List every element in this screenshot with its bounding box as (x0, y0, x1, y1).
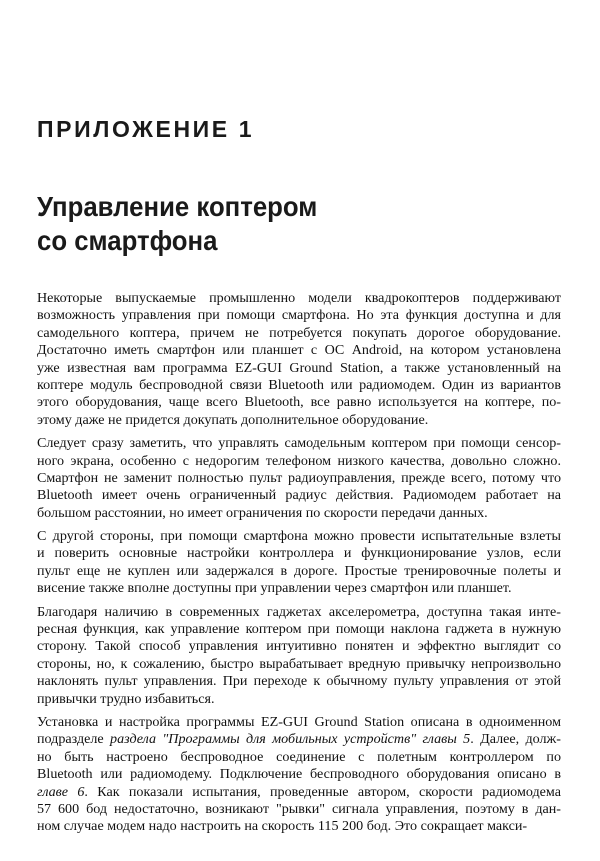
text-line (37, 360, 561, 377)
text-segment: ном случае модем надо настроить на скорость 115 200 бод. Это сокращает макси- (37, 818, 528, 835)
text-line (37, 394, 561, 411)
text-segment: подразделе (37, 731, 111, 748)
text-segment: коптере модуль беспроводной связи Bluetooth или радиомодем. Один из вариантов (37, 376, 561, 393)
text-line (37, 342, 561, 359)
text-segment: наклонять пульт управления. При переходе к обычному пульту управления от этой (37, 673, 561, 690)
text-segment: ресная функция, как управление коптером при помощи наклона гаджета в нужную (37, 621, 561, 638)
text-segment: Некоторые выпускаемые промышленно модели квадрокоптеров поддерживают (37, 290, 561, 306)
text-segment: Достаточно иметь смартфон или планшет с ОС Android, на котором установлена (37, 342, 561, 359)
text-segment: самодельного коптера, причем не потребуется покупать дорогое оборудование. (37, 324, 561, 341)
text-line (37, 470, 561, 487)
text-line (37, 638, 561, 655)
text-line (37, 487, 561, 504)
appendix-label: ПРИЛОЖЕНИЕ 1 (37, 116, 255, 142)
text-segment: этому даже не придется докупать дополнительное оборудование. (37, 411, 429, 428)
paragraph (37, 528, 561, 598)
text-segment: Следует сразу заметить, что управлять самодельным коптером при помощи сенсор- (37, 435, 561, 452)
text-line (37, 818, 561, 835)
text-line (37, 604, 561, 621)
italic-reference: главе 6 (37, 783, 85, 800)
text-segment: большом расстоянии, но имеет ограничения по скорости передачи данных. (37, 504, 488, 521)
text-segment: 57 600 бод недостаточно, возникают "рывки" сигнала управления, поэтому в дан- (37, 800, 561, 817)
text-line (37, 377, 561, 394)
body-text (37, 290, 561, 842)
paragraph (37, 435, 561, 522)
text-segment: Благодаря наличию в современных гаджетах акселерометра, доступна такая инте- (37, 603, 561, 620)
text-line (37, 656, 561, 673)
text-line (37, 766, 561, 783)
text-segment: уже известная вам программа EZ-GUI Ground Station, а также установленный на (37, 359, 561, 376)
text-line (37, 691, 561, 708)
text-line (37, 412, 561, 429)
text-segment: . Как показали испытания, проведенные автором, скорости радиомодема (84, 783, 562, 800)
text-line (37, 580, 561, 597)
text-line (37, 528, 561, 545)
text-line (37, 714, 561, 731)
text-line (37, 784, 561, 801)
text-line (37, 673, 561, 690)
text-line (37, 563, 561, 580)
chapter-title-line: со смартфона (37, 225, 218, 256)
paragraph (37, 604, 561, 708)
text-segment: и поверить основные настройки контроллера и функционирование узлов, если (37, 545, 561, 562)
italic-reference: раздела "Программы для мобильных устройств" главы 5 (110, 731, 471, 748)
text-line (37, 731, 561, 748)
paragraph (37, 714, 561, 836)
text-line (37, 545, 561, 562)
text-line (37, 505, 561, 522)
text-segment: этого оборудования, чаще всего Bluetooth, все равно используется на коптере, по- (37, 394, 561, 411)
text-segment: стороны, но, к сожалению, быстро вырабатывает вредную привычку непроизвольно (37, 655, 561, 672)
text-segment: Bluetooth имеет очень ограниченный радиус действия. Радиомодем работает на (37, 487, 561, 504)
paragraph (37, 290, 561, 429)
text-segment: Bluetooth или радиомодему. Подключение беспроводного оборудования описано в (37, 766, 561, 783)
text-segment: возможность управления при помощи смартфона. Но эта функция доступна и для (37, 307, 561, 324)
text-segment: Смартфон не заменит полностью пульт радиоуправления, прежде всего, потому что (37, 469, 561, 486)
text-line (37, 621, 561, 638)
text-segment: ного экрана, особенно с недорогим телефоном низкого качества, довольно сложно. (37, 452, 561, 469)
text-line (37, 435, 561, 452)
chapter-title-line: Управление коптером (37, 191, 318, 222)
text-line (37, 325, 561, 342)
text-segment: сторону. Такой способ управления интуитивно понятен и эффектно выглядит со (37, 638, 561, 655)
text-segment: привычки трудно избавиться. (37, 690, 215, 707)
chapter-title (37, 190, 317, 258)
text-segment: но быть настроено беспроводное соединение с полетным контроллером по (37, 748, 561, 765)
text-line (37, 290, 561, 307)
text-line (37, 453, 561, 470)
text-segment: . Далее, долж- (470, 731, 561, 748)
text-segment: Установка и настройка программы EZ-GUI Ground Station описана в одноименном (37, 713, 561, 730)
text-line (37, 801, 561, 818)
text-line (37, 749, 561, 766)
text-segment: висение также вполне доступны при управлении через смартфон или планшет. (37, 580, 512, 597)
text-line (37, 307, 561, 324)
text-segment: С другой стороны, при помощи смартфона можно провести испытательные взлеты (37, 528, 561, 545)
text-segment: пульт еще не куплен или задержался в дороге. Простые тренировочные полеты и (37, 562, 561, 579)
